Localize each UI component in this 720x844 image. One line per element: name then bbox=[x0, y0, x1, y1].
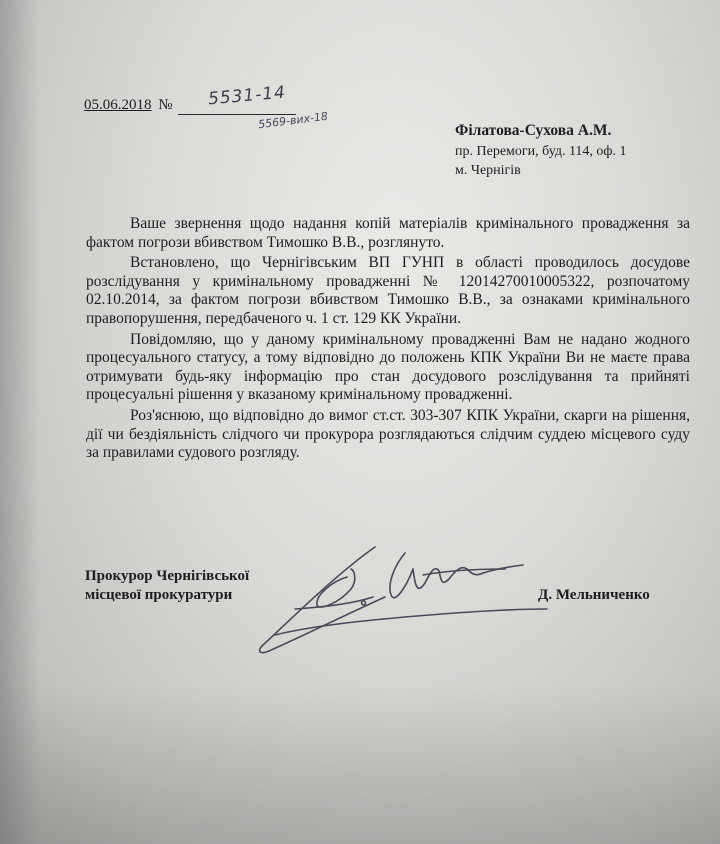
body-paragraph: Роз'яснюю, що відповідно до вимог ст.ст. 303-307 КПК України, скарги на рішення, дії чи бездіяльність слідчого чи прокурора розглядаються слідчим суддею місцевого суду за правилами судового розгляду. bbox=[86, 406, 690, 462]
body-paragraph: Ваше звернення щодо надання копій матеріалів кримінального провадження за фактом погрози вбивством Тимошко В.В., розглянуто. bbox=[86, 215, 690, 251]
registration-number-sign: № bbox=[158, 97, 173, 113]
page-shadow-left bbox=[0, 0, 40, 844]
signer-title-line: Прокурор Чернігівської bbox=[85, 568, 250, 584]
handwritten-registration-number: 5531-14 bbox=[207, 82, 287, 110]
addressee-address: пр. Перемоги, буд. 114, оф. 1 bbox=[455, 144, 627, 159]
letter-body bbox=[86, 215, 690, 465]
handwritten-registration-note: 5569-вих-18 bbox=[257, 109, 329, 132]
body-paragraph: Встановлено, що Чернігівським ВП ГУНП в області проводилось досудове розслідування у кримінальному провадженні № 12014270010005322, розпочатому 02.10.2014, за фактом погрози вбивством Тимошко В.В., за ознаками кримінального правопорушення, передбаченого ч. 1 ст. 129 КК України. bbox=[86, 254, 690, 327]
handwritten-signature bbox=[255, 535, 555, 675]
addressee-block bbox=[455, 121, 627, 180]
signer-name: Д. Мельниченко bbox=[538, 587, 650, 603]
page-shadow-bottom bbox=[0, 684, 720, 844]
addressee-city: м. Чернігів bbox=[455, 163, 521, 178]
signer-title-line: місцевої прокуратури bbox=[85, 587, 233, 603]
addressee-name: Філатова-Сухова А.М. bbox=[455, 122, 612, 139]
body-paragraph: Повідомляю, що у даному кримінальному провадженні Вам не надано жодного процесуального статусу, а тому відповідно до положень КПК України Ви не маєте права отримувати будь-яку інформацію про стан досудового розслідування та прийняті процесуальні рішення у вказаному кримінальному провадженні. bbox=[86, 330, 690, 404]
signer-title bbox=[85, 567, 249, 605]
registration-date: 05.06.2018 bbox=[84, 97, 152, 113]
